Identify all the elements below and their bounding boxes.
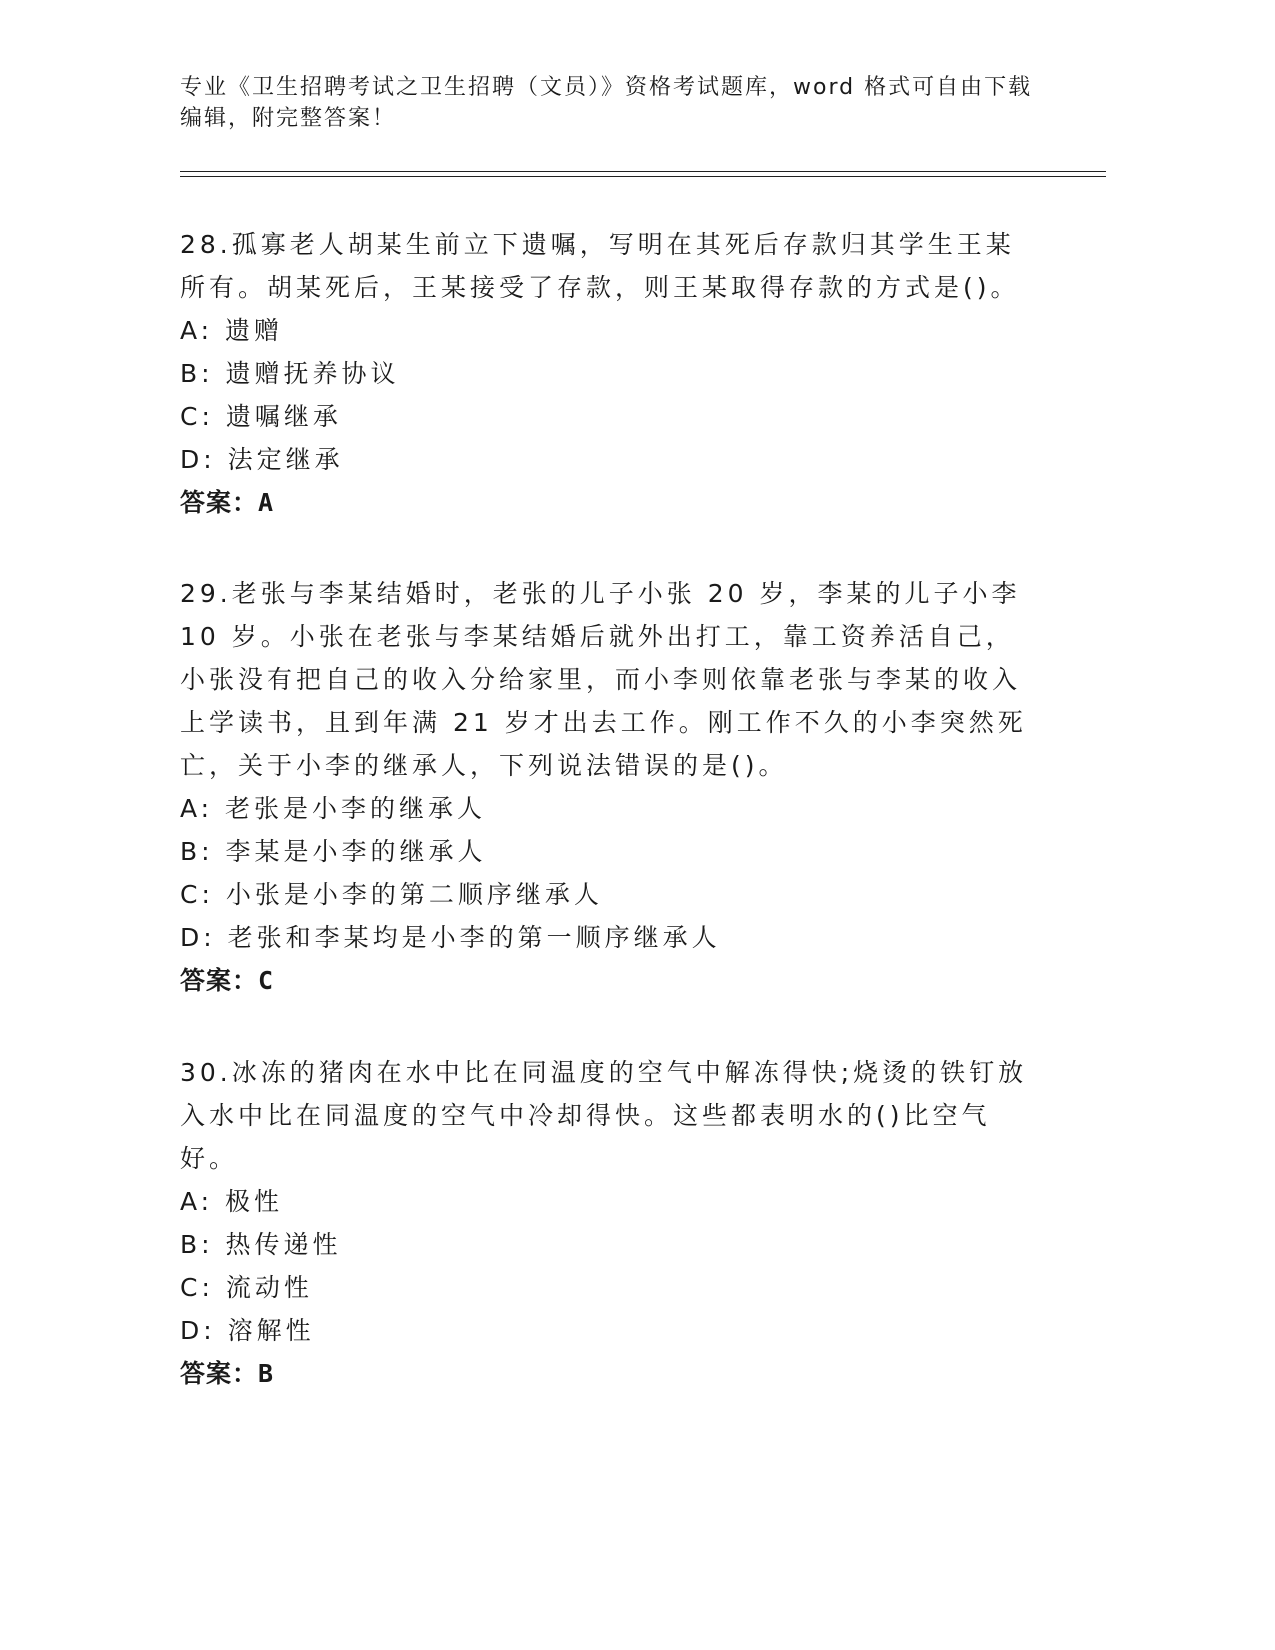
question-stem: 29.老张与李某结婚时，老张的儿子小张 20 岁，李某的儿子小李 10 岁。小张在老张与李某结婚后就外出打工，靠工资养活自己，小张没有把自己的收入分给家里，而小李则依靠老张与李某的收入上学读书，且到年满 21 岁才出去工作。刚工作不久的小李突然死亡，关于小李的继承人，下列说法错误的是()。 — [180, 579, 1027, 780]
option-a: A: 极性 — [180, 1187, 284, 1216]
header-rule-top — [180, 171, 1106, 172]
answer-label: 答案： — [180, 966, 259, 995]
question-29 — [180, 572, 1040, 1002]
answer-label: 答案： — [180, 488, 259, 517]
question-stem: 30.冰冻的猪肉在水中比在同温度的空气中解冻得快;烧烫的铁钉放入水中比在同温度的空气中冷却得快。这些都表明水的()比空气好。 — [180, 1058, 1028, 1173]
option-a: A: 老张是小李的继承人 — [180, 794, 487, 823]
answer-line — [180, 959, 1040, 1002]
option-b: B: 李某是小李的继承人 — [180, 837, 487, 866]
option-c: C: 遗嘱继承 — [180, 402, 342, 431]
answer-line — [180, 481, 1040, 524]
option-d: D: 老张和李某均是小李的第一顺序继承人 — [180, 923, 721, 952]
question-stem: 28.孤寡老人胡某生前立下遗嘱，写明在其死后存款归其学生王某所有。胡某死后，王某接受了存款，则王某取得存款的方式是()。 — [180, 230, 1020, 302]
answer-value: B — [258, 1359, 275, 1388]
option-d: D: 溶解性 — [180, 1316, 315, 1345]
question-28 — [180, 223, 1040, 524]
answer-label: 答案： — [180, 1359, 259, 1388]
option-c: C: 小张是小李的第二顺序继承人 — [180, 880, 603, 909]
answer-line — [180, 1352, 1040, 1395]
answer-value: C — [258, 966, 275, 995]
header-rule-bottom — [180, 176, 1106, 177]
option-b: B: 热传递性 — [180, 1230, 342, 1259]
document-header: 专业《卫生招聘考试之卫生招聘（文员）》资格考试题库，word 格式可自由下载 编辑，附完整答案！ — [180, 75, 1033, 131]
option-a: A: 遗赠 — [180, 316, 284, 345]
question-30 — [180, 1051, 1040, 1395]
option-b: B: 遗赠抚养协议 — [180, 359, 400, 388]
option-c: C: 流动性 — [180, 1273, 313, 1302]
option-d: D: 法定继承 — [180, 445, 344, 474]
answer-value: A — [258, 488, 275, 517]
